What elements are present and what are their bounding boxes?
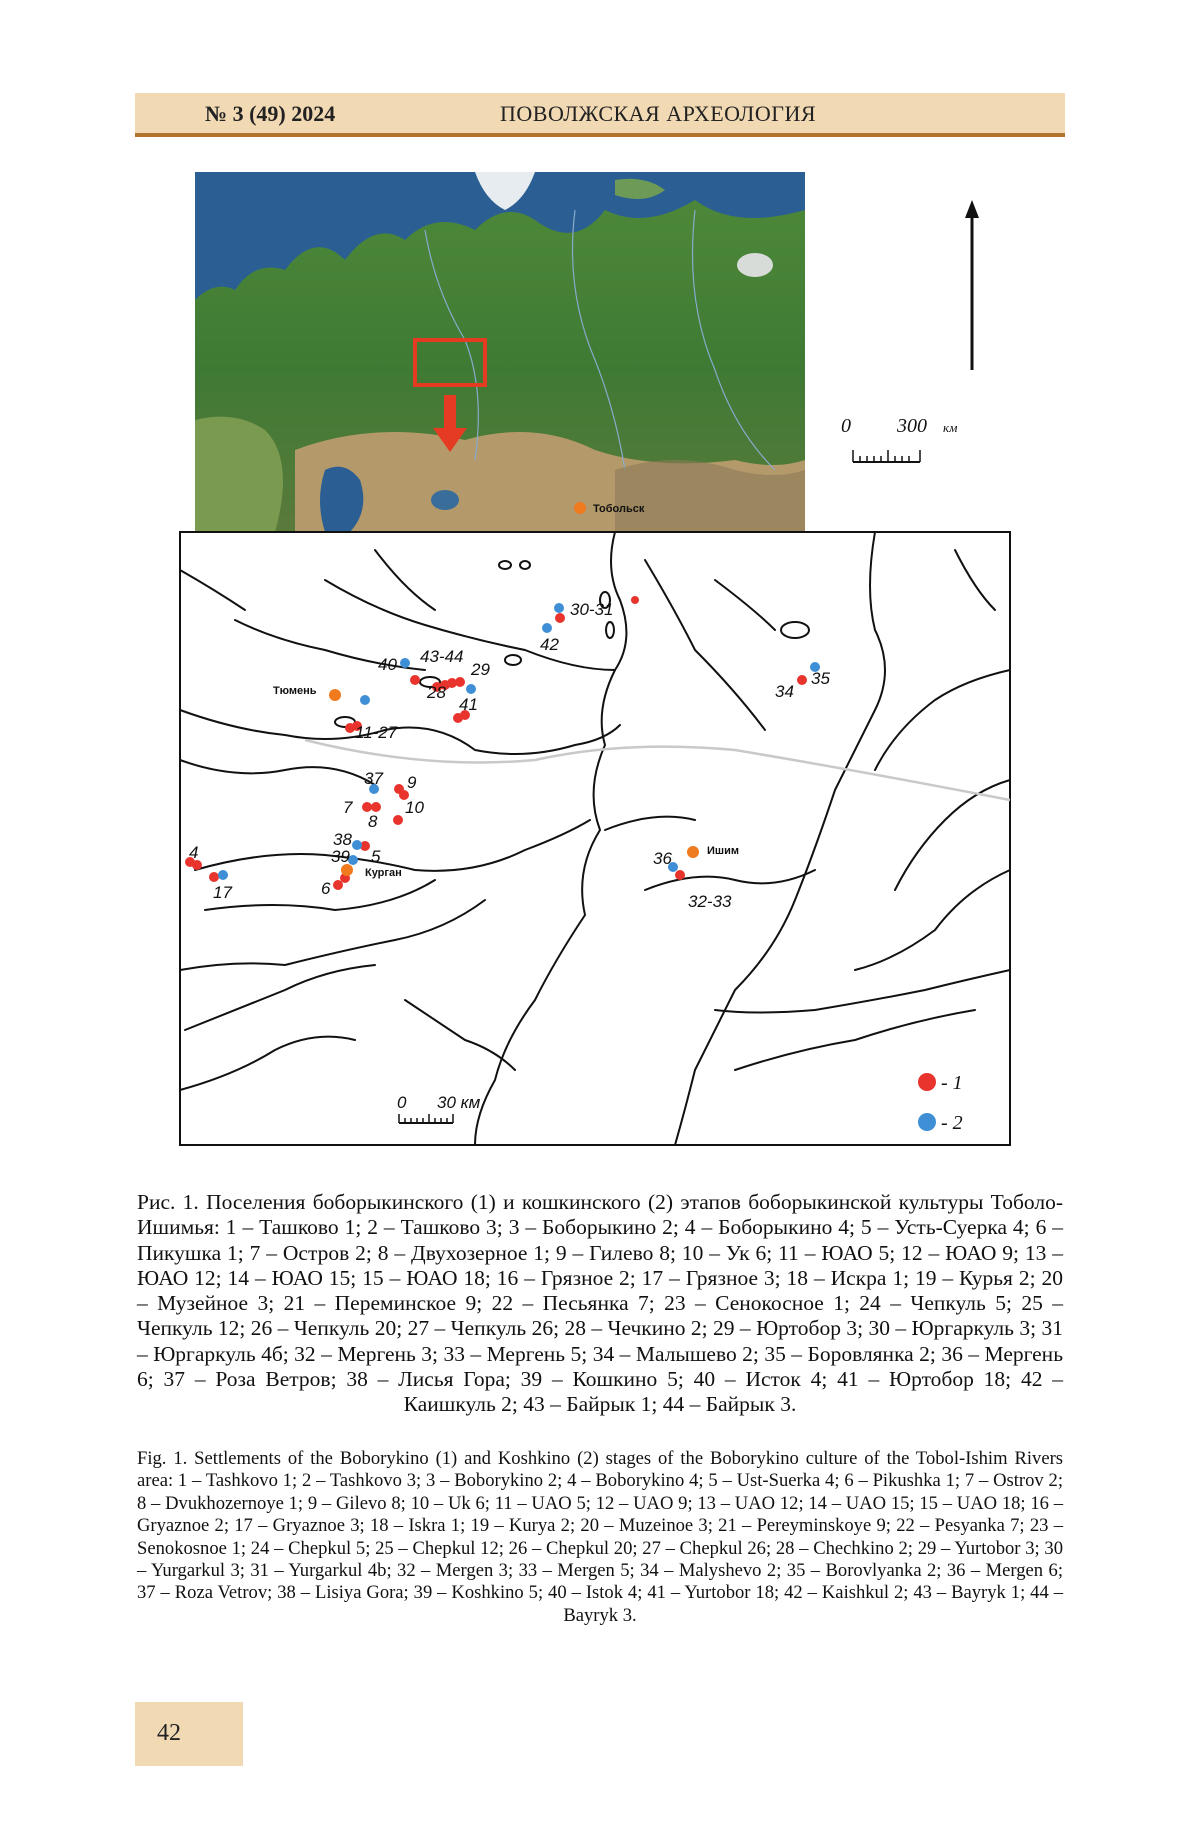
inset-scale-zero: 0 <box>841 415 851 437</box>
legend-marker-stage1 <box>918 1073 936 1091</box>
site-label: 9 <box>407 773 417 792</box>
journal-title: ПОВОЛЖСКАЯ АРХЕОЛОГИЯ <box>500 101 817 126</box>
site-label: 40 <box>378 655 397 674</box>
site-label: 37 <box>364 769 383 788</box>
city-label-tyumen: Тюмень <box>273 685 317 697</box>
city-label-tobolsk: Тобольск <box>593 503 645 515</box>
site-label: 32-33 <box>688 892 732 911</box>
overview-snow <box>737 253 773 277</box>
overview-map <box>195 172 805 532</box>
site-label: 36 <box>653 849 672 868</box>
site-label: 41 <box>459 695 478 714</box>
site-label: 43-44 <box>420 647 464 666</box>
pointer-arrow-shaft <box>444 395 456 433</box>
site-label: 38 <box>333 830 352 849</box>
overview-caspian <box>320 467 363 532</box>
site-label: 35 <box>811 669 830 688</box>
site-label: 28 <box>427 683 446 702</box>
figure-caption-en: Fig. 1. Settlements of the Boborykino (1) and Koshkino (2) stages of the Boborykino culture of the Tobol-Ishim Rivers area: 1 – Tashkovo 1; 2 – Tashkovo 3; 3 – Boborykino 2; 4 – Boborykino 4; 5 – Ust-Suerka 4; 6 – Pikushka 1; 7 – Ostrov 2; 8 – Dvukhozernoye 1; 9 – Gilevo 8; 10 – Uk 6; 11 – UAO 5; 12 – UAO 9; 13 – UAO 12; 14 – UAO 15; 15 – UAO 18; 16 – Gryaznoe 2; 17 – Gryaznoe 3; 18 – Iskra 1; 19 – Kurya 2; 20 – Muzeinoe 3; 21 – Pereyminskoye 9; 22 – Pesyanka 7; 23 – Senokosnoe 1; 24 – Chepkul 5; 25 – Chepkul 12; 26 – Chepkul 20; 27 – Chepkul 26; 28 – Chechkino 2; 29 – Yurtobor 3; 30 – Yurgarkul 3; 31 – Yurgarkul 4b; 32 – Mergen 3; 33 – Mergen 5; 34 – Malyshevo 2; 35 – Borovlyanka 2; 36 – Mergen 6; 37 – Roza Vetrov; 38 – Lisiya Gora; 39 – Koshkino 5; 40 – Istok 4; 41 – Yurtobor 18; 42 – Kaishkul 2; 43 – Bayryk 1; 44 – Bayryk 3. <box>137 1448 1063 1626</box>
site-label: 39 <box>331 847 350 866</box>
site-label: 30-31 <box>570 600 614 619</box>
inset-scale-value: 300 <box>897 415 927 437</box>
site-label: 4 <box>189 843 199 862</box>
detail-scale-value: 30 км <box>437 1093 481 1112</box>
site-label: 29 <box>471 660 490 679</box>
city-label-ishim: Ишим <box>707 845 739 857</box>
detail-map <box>180 502 1010 1145</box>
city-label-kurgan: Курган <box>365 867 402 879</box>
page-number: 42 <box>157 1720 181 1746</box>
issue-number: № 3 (49) 2024 <box>205 101 336 126</box>
site-label: 10 <box>405 798 424 817</box>
site-label: 8 <box>368 812 378 831</box>
site-label: 5 <box>371 847 381 866</box>
site-label: 11-27 <box>355 723 398 742</box>
site-label: 42 <box>540 635 559 654</box>
figure-caption-ru: Рис. 1. Поселения боборыкинского (1) и кошкинского (2) этапов боборыкинской культуры Тоболо-Ишимья: 1 – Ташково 1; 2 – Ташково 3; 3 – Боборыкино 2; 4 – Боборыкино 4; 5 – Усть-Суерка 4; 6 – Пикушка 1; 7 – Остров 2; 8 – Двухозерное 1; 9 – Гилево 8; 10 – Ук 6; 11 – ЮАО 5; 12 – ЮАО 9; 13 – ЮАО 12; 14 – ЮАО 15; 15 – ЮАО 18; 16 – Грязное 2; 17 – Грязное 3; 18 – Искра 1; 19 – Курья 2; 20 – Музейное 3; 21 – Переминское 9; 22 – Песьянка 7; 23 – Сенокосное 1; 24 – Чепкуль 5; 25 – Чепкуль 12; 26 – Чепкуль 20; 27 – Чепкуль 26; 28 – Чечкино 2; 29 – Юртобор 3; 30 – Юргаркуль 3; 31 – Юргаркуль 4б; 32 – Мергень 3; 33 – Мергень 5; 34 – Малышево 2; 35 – Боровлянка 2; 36 – Мергень 6; 37 – Роза Ветров; 38 – Лисья Гора; 39 – Кошкино 5; 40 – Исток 4; 41 – Юртобор 18; 42 – Каишкуль 2; 43 – Байрык 1; 44 – Байрык 3. <box>137 1190 1063 1417</box>
legend-label-stage1: - 1 <box>941 1072 963 1094</box>
overview-aral <box>431 490 459 510</box>
site-label: 7 <box>343 798 353 817</box>
legend-marker-stage2 <box>918 1113 936 1131</box>
detail-scale-zero: 0 <box>397 1093 407 1112</box>
running-header <box>135 93 1065 137</box>
figure-map-svg <box>175 170 1015 1150</box>
site-label: 17 <box>213 883 232 902</box>
legend-label-stage2: - 2 <box>941 1112 963 1134</box>
north-arrow <box>965 200 979 370</box>
figure-1 <box>175 170 1015 1150</box>
inset-scale-unit: км <box>943 420 958 435</box>
site-label: 34 <box>775 682 794 701</box>
inset-scale-bar <box>841 415 957 462</box>
page-number-box <box>135 1702 243 1766</box>
site-label: 6 <box>321 879 331 898</box>
